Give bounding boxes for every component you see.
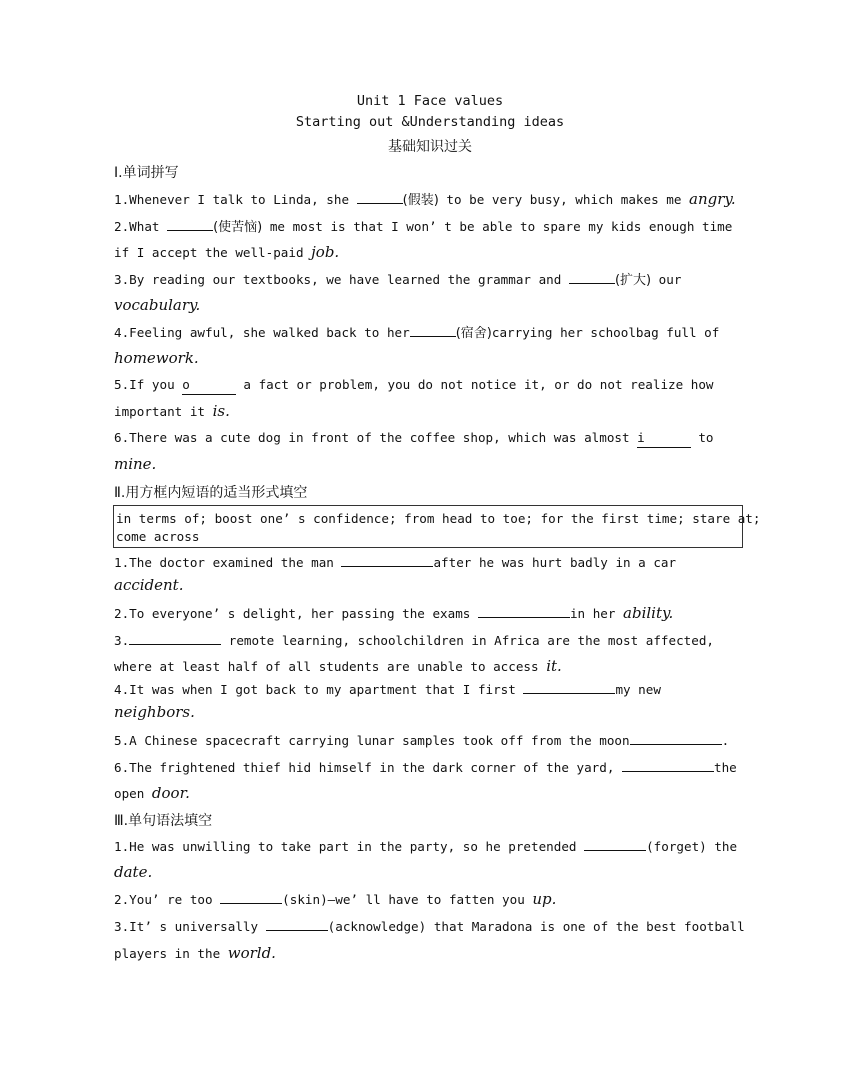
s2-q6-cont: open door. — [114, 784, 190, 802]
s1-q3: 3.By reading our textbooks, we have learned the grammar and (扩大) our — [114, 272, 682, 288]
s1-q5-cont: important it is. — [114, 402, 230, 420]
section2-heading: Ⅱ.用方框内短语的适当形式填空 — [114, 485, 308, 501]
s2-q5: 5.A Chinese spacecraft carrying lunar samples took off from the moon . — [114, 733, 730, 748]
s2-q3-cont: where at least half of all students are unable to access it. — [114, 657, 562, 675]
phrase-box-line1: in terms of; boost one’ s confidence; from head to toe; for the first time; stare at; — [116, 511, 761, 526]
answer-blank[interactable] — [622, 758, 714, 772]
s2-q1: 1.The doctor examined the man after he was hurt badly in a car — [114, 555, 677, 570]
answer-blank[interactable]: o — [182, 376, 236, 395]
answer-blank[interactable] — [478, 604, 570, 618]
answer-blank[interactable] — [569, 270, 615, 284]
s1-q6: 6.There was a cute dog in front of the coffee shop, which was almost i to — [114, 429, 754, 448]
phrase-box-line2: come across — [116, 529, 200, 544]
answer-blank[interactable]: i — [637, 429, 691, 448]
s2-q4-cont: neighbors. — [114, 703, 195, 721]
section3-heading: Ⅲ.单句语法填空 — [114, 813, 213, 829]
answer-blank[interactable] — [584, 837, 646, 851]
s3-q1: 1.He was unwilling to take part in the party, so he pretended (forget) the — [114, 839, 738, 854]
s3-q3-cont: players in the world. — [114, 944, 276, 962]
s2-q6: 6.The frightened thief hid himself in the dark corner of the yard, the — [114, 760, 737, 775]
s3-q1-cont: date. — [114, 863, 153, 881]
answer-blank[interactable] — [523, 680, 615, 694]
s2-q4: 4.It was when I got back to my apartment that I first my new — [114, 682, 661, 697]
answer-blank[interactable] — [266, 917, 328, 931]
answer-blank[interactable] — [167, 217, 213, 231]
s2-q2: 2.To everyone’ s delight, her passing the exams in her ability. — [114, 604, 674, 622]
s3-q2: 2.You’ re too (skin)—we’ ll have to fatten you up. — [114, 890, 557, 908]
phrase-box — [113, 505, 761, 548]
answer-blank[interactable] — [129, 631, 221, 645]
s1-q4: 4.Feeling awful, she walked back to her (宿舍)carrying her schoolbag full of — [114, 325, 720, 341]
s1-q4-cont: homework. — [114, 349, 199, 367]
unit-title: Unit 1 Face values — [356, 93, 504, 109]
s1-q2-cont: if I accept the well-paid job. — [114, 243, 340, 261]
s1-q5: 5.If you o a fact or problem, you do not notice it, or do not realize how — [114, 376, 754, 395]
section-title: 基础知识过关 — [388, 139, 472, 155]
s2-q1-cont: accident. — [114, 576, 184, 594]
s1-q3-cont: vocabulary. — [114, 296, 201, 314]
answer-blank[interactable] — [341, 553, 433, 567]
s1-q6-cont: mine. — [114, 455, 157, 473]
s1-q1: 1.Whenever I talk to Linda, she (假装) to be very busy, which makes me angry. — [114, 190, 736, 208]
lesson-subtitle: Starting out &Understanding ideas — [295, 114, 565, 130]
answer-blank[interactable] — [220, 890, 282, 904]
s3-q3: 3.It’ s universally (acknowledge) that Maradona is one of the best football — [114, 919, 745, 934]
answer-blank[interactable] — [410, 323, 456, 337]
s1-q2: 2.What (使苦恼) me most is that I won’ t be able to spare my kids enough time — [114, 219, 733, 235]
answer-blank[interactable] — [630, 731, 722, 745]
answer-blank[interactable] — [357, 190, 403, 204]
s2-q3: 3. remote learning, schoolchildren in Africa are the most affected, — [114, 633, 715, 648]
section1-heading: Ⅰ.单词拼写 — [114, 165, 179, 181]
